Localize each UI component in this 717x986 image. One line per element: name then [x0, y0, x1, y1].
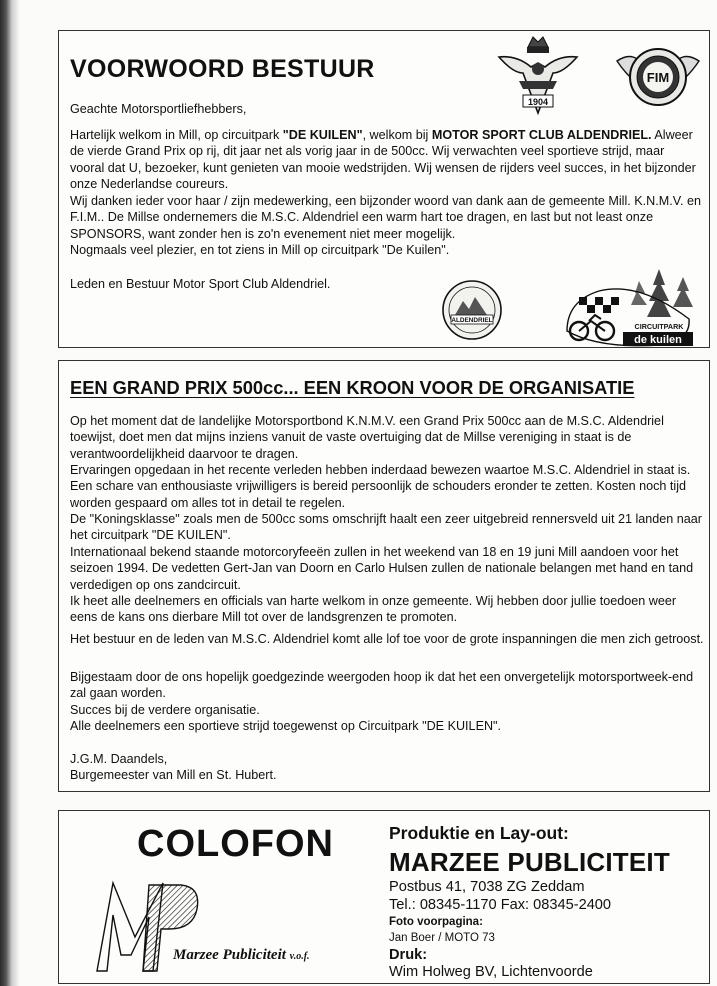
grandprix-paragraph-5: Ik heet alle deelnemers en officials van harte welkom in onze gemeente. Wij hebben door jullie toedoen weer eens de kans ons dierbare Mill tot over de landsgrenzen te promoten. [70, 594, 677, 625]
druk-label: Druk: [389, 947, 428, 963]
voorwoord-paragraph-3: Nogmaals veel plezier, en tot ziens in Mill op circuitpark "De Kuilen". [70, 243, 450, 257]
grandprix-paragraph-3: De "Koningsklasse" zoals men de 500cc soms omschrijft haalt een zeer uitgebreid rennersveld uit 21 landen naar het circuitpark "DE KUILEN". [70, 512, 702, 543]
company-name-text: Marzee Publiciteit [173, 947, 286, 963]
knmv-logo-year: 1904 [527, 97, 549, 107]
p1-text-start: Hartelijk welkom in Mill, op circuitpark [70, 128, 283, 142]
grandprix-signature-title: Burgemeester van Mill en St. Hubert. [70, 768, 277, 782]
voorwoord-section [58, 30, 710, 348]
druk-value: Wim Holweg BV, Lichtenvoorde [389, 964, 593, 980]
grandprix-paragraph-7: Bijgestaam door de ons hopelijk goedgezinde weergoden hoop ik dat het een onvergetelijk motorsportweek-end zal gaan worden. [70, 670, 694, 701]
grandprix-paragraph-2: Ervaringen opgedaan in het recente verleden hebben inderdaad bewezen waartoe M.S.C. Aldendriel in staat is. Een schare van enthousiaste vrijwilligers is bereid persoonlijk de schouders eronder te zetten. Kosten noch tijd worden gespaard om alles tot in detail te regelen. [70, 463, 691, 510]
grandprix-section [58, 360, 710, 792]
colofon-phone: Tel.: 08345-1170 Fax: 08345-2400 [389, 897, 612, 913]
produktie-label: Produktie en Lay-out: [389, 823, 569, 843]
p1-club-name: MOTOR SPORT CLUB ALDENDRIEL. [431, 128, 652, 142]
fim-logo-text: FIM [646, 70, 670, 85]
foto-label: Foto voorpagina: [389, 916, 483, 928]
colofon-title: COLOFON [137, 823, 334, 865]
grandprix-signature-name: J.G.M. Daandels, [70, 752, 168, 766]
p1-de-kuilen: "DE KUILEN" [282, 128, 363, 142]
company-suffix: v.o.f. [289, 951, 310, 962]
foto-value: Jan Boer / MOTO 73 [389, 932, 495, 944]
colofon-section [58, 810, 710, 984]
circuitpark-de-kuilen-logo [559, 261, 699, 349]
voorwoord-title: VOORWOORD BESTUUR [70, 55, 375, 83]
voorwoord-paragraph-1 [70, 127, 700, 193]
fim-logo [615, 39, 701, 115]
voorwoord-signature: Leden en Bestuur Motor Sport Club Aldendriel. [70, 277, 331, 291]
colofon-address: Postbus 41, 7038 ZG Zeddam [389, 879, 585, 895]
colofon-company-name [173, 947, 310, 964]
p1-text-rest: Alweer de vierde Grand Prix op rij, dit jaar net als vorig jaar in de 500cc. Wij verwachten veel sportieve strijd, maar vooral dat U, bezoeker, kunt genieten van mooie wedstrijden. Wij wensen de rijders veel succes, in het bijzonder onze Nederlandse coureurs. [70, 128, 696, 192]
aldendriel-logo-text: ALDENDRIEL [451, 317, 493, 324]
produktie-company: MARZEE PUBLICITEIT [389, 847, 670, 877]
grandprix-paragraph-1: Op het moment dat de landelijke Motorsportbond K.N.M.V. een Grand Prix 500cc aan de M.S.C. Aldendriel toewijst, doet men dat mijns inziens vanuit de vaste overtuiging dat de Millse vereniging in staat is de verantwoordelijkheid daarvoor te dragen. [70, 414, 664, 461]
page-binding-edge [0, 0, 20, 986]
grandprix-paragraph-6: Het bestuur en de leden van M.S.C. Aldendriel komt alle lof toe voor de grote inspanningen die men zich getroost. [70, 632, 704, 646]
mp-monogram-text: MP [95, 971, 97, 972]
dekuilen-logo-text: de kuilen [634, 334, 682, 346]
voorwoord-greeting: Geachte Motorsportliefhebbers, [70, 102, 247, 116]
p1-text-mid: , welkom bij [362, 128, 432, 142]
grandprix-paragraph-8: Succes bij de verdere organisatie. [70, 703, 260, 717]
circuitpark-logo-text: CIRCUITPARK [634, 322, 684, 331]
grandprix-paragraph-4: Internationaal bekend staande motorcoryfeeën zullen in het weekend van 18 en 19 juni Mill aandoen voor het seizoen 1994. De vedetten Gert-Jan van Doorn en Carlo Hulsen zullen de nationale belangen met hand en tand verdedigen op ons zandcircuit. [70, 545, 694, 592]
grandprix-paragraph-9: Alle deelnemers een sportieve strijd toegewenst op Circuitpark "DE KUILEN". [70, 719, 502, 733]
grandprix-title: EEN GRAND PRIX 500cc... EEN KROON VOOR DE ORGANISATIE [70, 377, 635, 398]
aldendriel-logo [437, 279, 507, 341]
voorwoord-paragraph-2: Wij danken ieder voor haar / zijn medewerking, een bijzonder woord van dank aan de gemeente Mill. K.N.M.V. en F.I.M.. De Millse ondernemers die M.S.C. Aldendriel een warm hart toe dragen, en last but not least onze SPONSORS, want zonder hen is zo'n evenement niet meer mogelijk. [70, 194, 701, 241]
